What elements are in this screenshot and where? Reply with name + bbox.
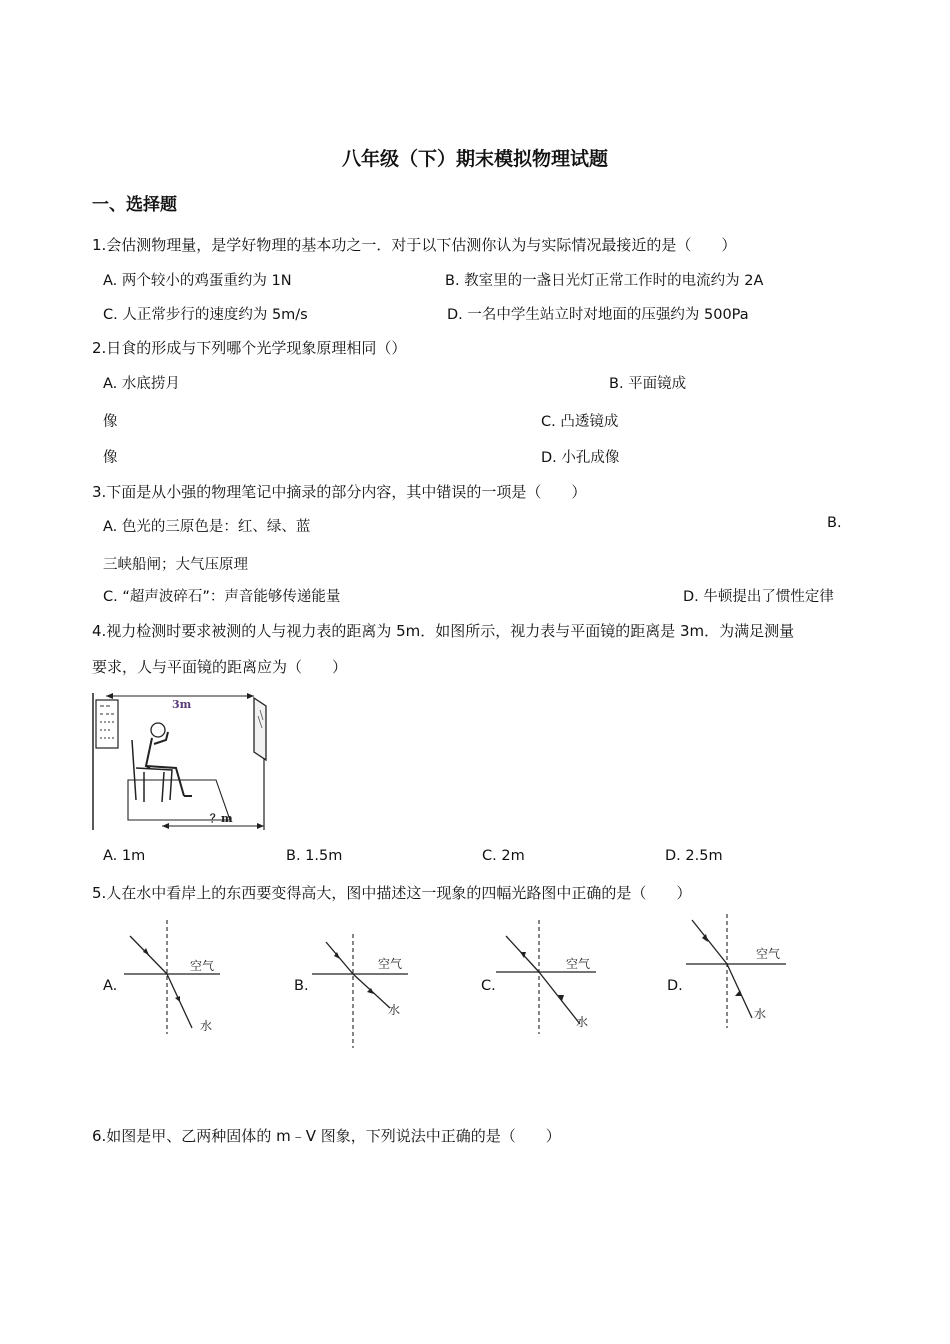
air-label: 空气	[378, 957, 403, 971]
question-4-option-d[interactable]: D. 2.5m	[665, 848, 723, 864]
question-1-option-d[interactable]: D. 一名中学生站立时对地面的压强约为 500Pa	[447, 307, 749, 323]
air-label: 空气	[566, 957, 591, 971]
question-6-stem: 6.如图是甲、乙两种固体的 m﹣V 图象，下列说法中正确的是（ ）	[92, 1127, 561, 1145]
question-2-option-a[interactable]: A. 水底捞月	[103, 376, 180, 392]
question-2-stem: 2.日食的形成与下列哪个光学现象原理相同（）	[92, 339, 407, 357]
question-2-option-b-wrap: 像	[103, 414, 118, 430]
air-label: 空气	[190, 959, 215, 973]
question-4-option-a[interactable]: A. 1m	[103, 848, 146, 864]
refraction-diagram-b	[308, 932, 413, 1050]
question-4-option-c[interactable]: C. 2m	[482, 848, 525, 864]
question-1-stem: 1.会估测物理量，是学好物理的基本功之一．对于以下估测你认为与实际情况最接近的是（ ）	[92, 236, 737, 254]
question-5-option-a[interactable]: A.	[103, 978, 118, 994]
question-2-option-b[interactable]: B. 平面镜成	[609, 376, 687, 392]
question-3-option-d[interactable]: D. 牛顿提出了惯性定律	[683, 589, 834, 605]
water-label: 水	[388, 1003, 401, 1017]
question-2-option-c[interactable]: C. 凸透镜成	[541, 414, 619, 430]
refraction-diagram-a	[120, 918, 225, 1036]
question-4-stem-line-2: 要求，人与平面镜的距离应为（ ）	[92, 658, 348, 676]
question-1-option-c[interactable]: C. 人正常步行的速度约为 5m/s	[103, 307, 308, 323]
question-1-option-b[interactable]: B. 教室里的一盏日光灯正常工作时的电流约为 2A	[445, 273, 764, 289]
water-label: 水	[754, 1007, 767, 1021]
page-title: 八年级（下）期末模拟物理试题	[341, 148, 608, 170]
section-heading: 一、选择题	[92, 195, 177, 215]
question-2-option-c-wrap: 像	[103, 450, 118, 466]
question-1-option-a[interactable]: A. 两个较小的鸡蛋重约为 1N	[103, 273, 292, 289]
question-5-option-b[interactable]: B.	[294, 978, 309, 994]
water-label: 水	[200, 1019, 213, 1033]
question-3-option-b[interactable]: B.	[827, 515, 842, 531]
figure-label-3m: 3m	[172, 698, 192, 711]
question-3-option-a[interactable]: A. 色光的三原色是：红、绿、蓝	[103, 519, 311, 535]
question-5-option-c[interactable]: C.	[481, 978, 496, 994]
figure-label-unknown-m: ？m	[210, 812, 233, 825]
question-3-option-c[interactable]: C. “超声波碎石”：声音能够传递能量	[103, 589, 341, 605]
refraction-diagram-d	[682, 912, 792, 1030]
question-4-stem-line-1: 4.视力检测时要求被测的人与视力表的距离为 5m．如图所示，视力表与平面镜的距离是 3m．为满足测量	[92, 622, 795, 640]
question-4-option-b[interactable]: B. 1.5m	[286, 848, 343, 864]
question-5-stem: 5.人在水中看岸上的东西要变得高大，图中描述这一现象的四幅光路图中正确的是（ ）	[92, 884, 692, 902]
question-2-option-d[interactable]: D. 小孔成像	[541, 450, 620, 466]
eye-test-figure	[88, 688, 278, 834]
air-label: 空气	[756, 947, 781, 961]
water-label: 水	[576, 1015, 589, 1029]
question-3-option-b-wrap: 三峡船闸；大气压原理	[103, 557, 248, 573]
refraction-diagram-c	[492, 918, 602, 1036]
question-5-option-d[interactable]: D.	[667, 978, 683, 994]
question-3-stem: 3.下面是从小强的物理笔记中摘录的部分内容，其中错误的一项是（ ）	[92, 483, 587, 501]
